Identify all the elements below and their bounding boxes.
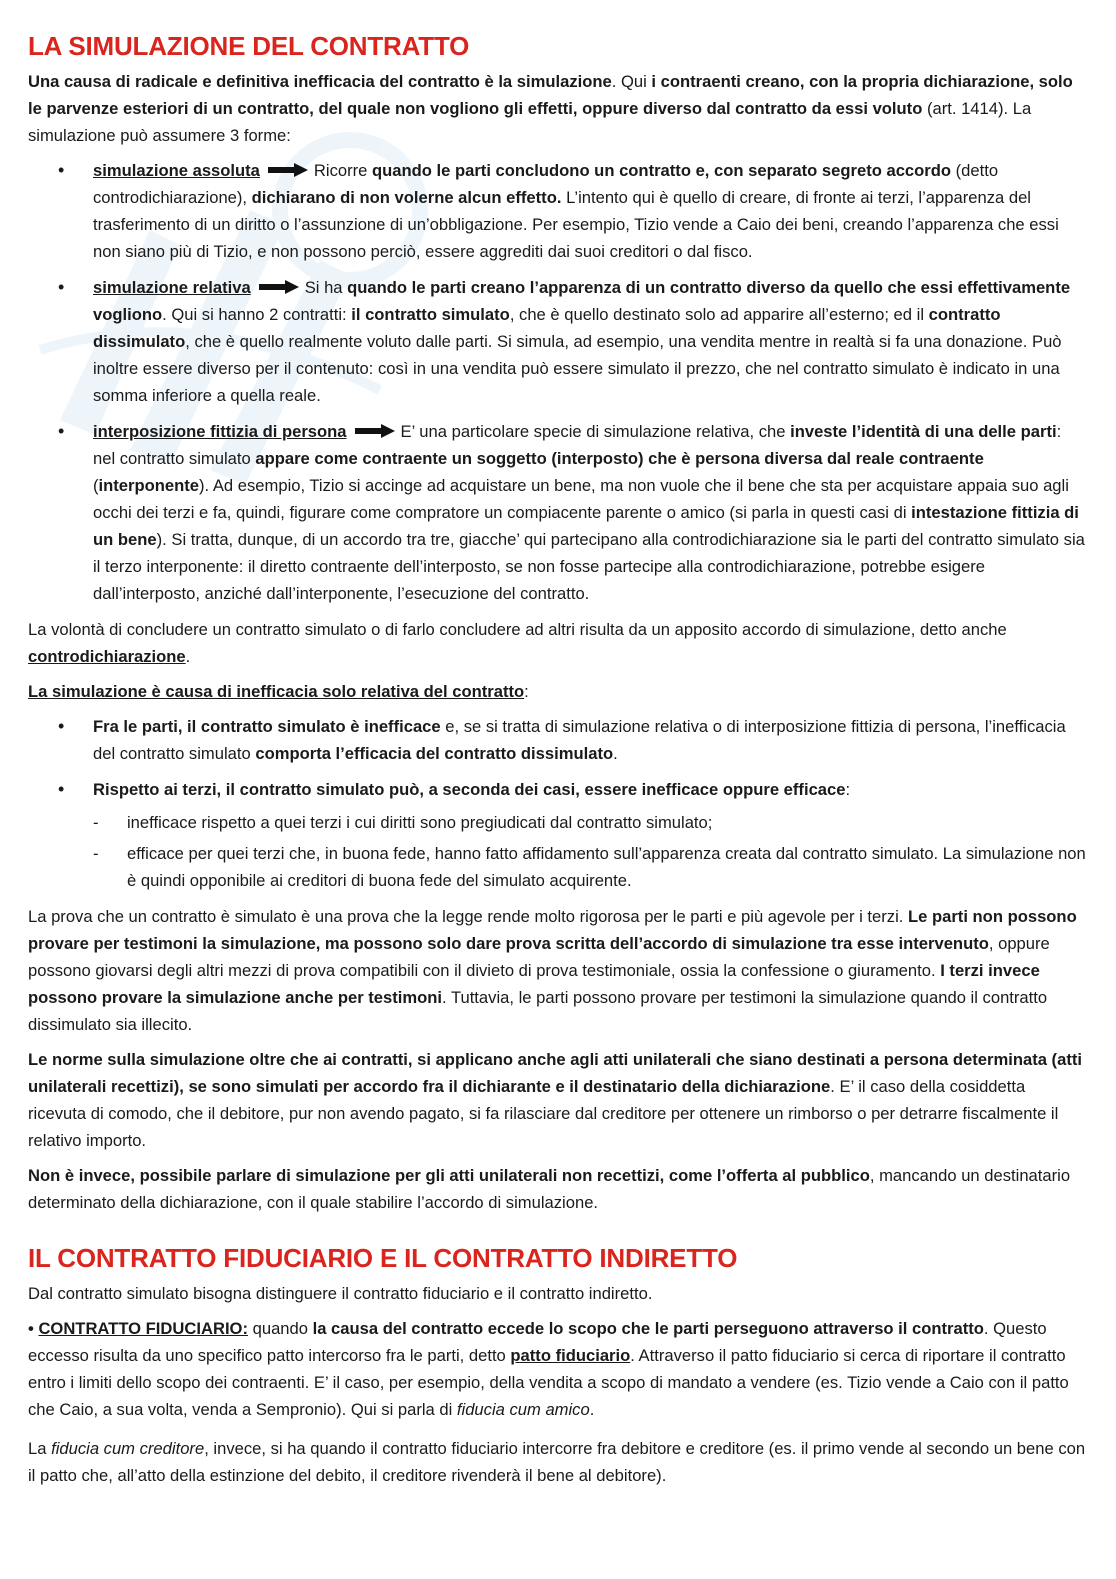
term-simulazione-assoluta: simulazione assoluta (93, 161, 260, 180)
third-parties-sublist (93, 809, 1086, 894)
paragraph-contratto-fiduciario: • CONTRATTO FIDUCIARIO: quando la causa del contratto eccede lo scopo che le parti perseguono attraverso il contratto. Questo eccesso risulta da uno specifico patto intercorso fra le parti, detto patto fiduciario. Attraverso il patto fiduciario si cerca di riportare il contratto entro i limiti dello scopo dei contraenti. E’ il caso, per esempio, della vendita a scopo di mandato a vendere (es. Tizio vende a Caio con il patto che Caio, a sua volta, venda a Sempronio). Qui si parla di fiducia cum amico. (28, 1319, 1069, 1419)
simulation-forms-list (28, 157, 1086, 607)
paragraph-fiducia-creditore: La fiducia cum creditore, invece, si ha quando il contratto fiduciario intercorre fra debitore e creditore (es. il primo vende al secondo un bene con il patto che, all’atto della estinzione del debito, il creditore rivenderà il bene al debitore). (28, 1439, 1086, 1485)
document-body (28, 28, 1086, 1489)
list-item: • Fra le parti, il contratto simulato è inefficace e, se si tratta di simulazione relativa o di interposizione fittizia di persona, l’inefficacia del contratto simulato comporta l’efficacia del contratto dissimulato. (28, 713, 1086, 767)
term-contratto-fiduciario: CONTRATTO FIDUCIARIO: (38, 1319, 248, 1338)
list-item: - efficace per quei terzi che, in buona fede, hanno fatto affidamento sull’apparenza creata dal contratto simulato. La simulazione non è quindi opponibile ai creditori di buona fede del simulato acquirente. (93, 840, 1086, 894)
paragraph-volonta: La volontà di concludere un contratto simulato o di farlo concludere ad altri risulta da un apposito accordo di simulazione, detto anche controdichiarazione. (28, 620, 1007, 666)
list-item: • interposizione fittizia di persona E’ una particolare specie di simulazione relativa, che investe l’identità di una delle parti: nel contratto simulato appare come contraente un soggetto (interposto) che è persona diversa dal reale contraente (interponente). Ad esempio, Tizio si accinge ad acquistare un bene, ma non vuole che il bene che sta per acquistare appaia suo agli occhi dei terzi e fa, quindi, figurare come compratore un compiacente parente o amico (si parla in questi casi di intestazione fittizia di un bene). Si tratta, dunque, di un accordo tra tre, giacche’ qui partecipano alla controdichiarazione sia le parti del contratto simulato sia il terzo interponente: il diretto contraente dell’interposto, se non fosse partecipe alla controdichiarazione, potrebbe esigere dall’interposto, anziché dall’interponente, l’esecuzione del contratto. (28, 418, 1086, 607)
relative-inefficacy-heading: La simulazione è causa di inefficacia solo relativa del contratto: (28, 682, 529, 701)
paragraph-norme: Le norme sulla simulazione oltre che ai contratti, si applicano anche agli atti unilaterali che siano destinati a persona determinata (atti unilaterali recettizi), se sono simulati per accordo fra il dichiarante e il destinatario della dichiarazione. E’ il caso della cosiddetta ricevuta di comodo, che il debitore, pur non avendo pagato, si fa rilasciare dal creditore per ottenere un rimborso o per detrarre fiscalmente il relativo importo. (28, 1050, 1082, 1150)
list-item: • simulazione relativa Si ha quando le parti creano l’apparenza di un contratto diverso da quello che essi effettivamente vogliono. Qui si hanno 2 contratti: il contratto simulato, che è quello destinato solo ad apparire all’esterno; ed il contratto dissimulato, che è quello realmente voluto dalle parti. Si simula, ad esempio, una vendita mentre in realtà si fa una donazione. Può inoltre essere diverso per il contenuto: così in una vendita può essere simulato il prezzo, che nel contratto simulato è indicato in una somma inferiore a quella reale. (28, 274, 1086, 409)
section-title-simulazione: LA SIMULAZIONE DEL CONTRATTO (28, 31, 470, 61)
section-title-fiduciario: IL CONTRATTO FIDUCIARIO E IL CONTRATTO INDIRETTO (28, 1243, 738, 1273)
term-interposizione-fittizia: interposizione fittizia di persona (93, 422, 347, 441)
intro-paragraph: Una causa di radicale e definitiva inefficacia del contratto è la simulazione. Qui i contraenti creano, con la propria dichiarazione, solo le parvenze esteriori di un contratto, del quale non vogliono gli effetti, oppure diverso dal contratto da essi voluto (art. 1414). La simulazione può assumere 3 forme: (28, 72, 1073, 145)
section2-intro: Dal contratto simulato bisogna distinguere il contratto fiduciario e il contratto indiretto. (28, 1284, 653, 1303)
paragraph-prova: La prova che un contratto è simulato è una prova che la legge rende molto rigorosa per le parti e più agevole per i terzi. Le parti non possono provare per testimoni la simulazione, ma possono solo dare prova scritta dell’accordo di simulazione tra esse intervenuto, oppure possono giovarsi degli altri mezzi di prova compatibili con il divieto di prova testimoniale, ossia la confessione o giuramento. I terzi invece possono provare la simulazione anche per testimoni. Tuttavia, le parti possono provare per testimoni la simulazione quando il contratto dissimulato sia illecito. (28, 907, 1077, 1034)
list-item: • simulazione assoluta Ricorre quando le parti concludono un contratto e, con separato segreto accordo (detto controdichiarazione), dichiarano di non volerne alcun effetto. L’intento qui è quello di creare, di fronte ai terzi, l’apparenza del trasferimento di un diritto o l’assunzione di un’obbligazione. Per esempio, Tizio vende a Caio dei beni, creando l’apparenza che essi non siano più di Tizio, e non possono perciò, essere aggrediti dai suoi creditori o dal fisco. (28, 157, 1086, 265)
arrow-right-icon (355, 424, 395, 438)
term-simulazione-relativa: simulazione relativa (93, 278, 251, 297)
paragraph-non-recettizi: Non è invece, possibile parlare di simulazione per gli atti unilaterali non recettizi, come l’offerta al pubblico, mancando un destinatario determinato della dichiarazione, con il quale stabilire l’accordo di simulazione. (28, 1166, 1071, 1212)
list-item: • Rispetto ai terzi, il contratto simulato può, a seconda dei casi, essere inefficace oppure efficace: - inefficace rispetto a quei terzi i cui diritti sono pregiudicati dal contratto simulato; - efficace per quei terzi che, in buona fede, hanno fatto affidamento sull’apparenza creata dal contratto simulato. La simulazione non è quindi opponibile ai creditori di buona fede del simulato acquirente. (28, 776, 1086, 894)
arrow-right-icon (268, 163, 308, 177)
relative-inefficacy-list (28, 713, 1086, 894)
arrow-right-icon (259, 280, 299, 294)
list-item: - inefficace rispetto a quei terzi i cui diritti sono pregiudicati dal contratto simulato; (93, 809, 1086, 836)
